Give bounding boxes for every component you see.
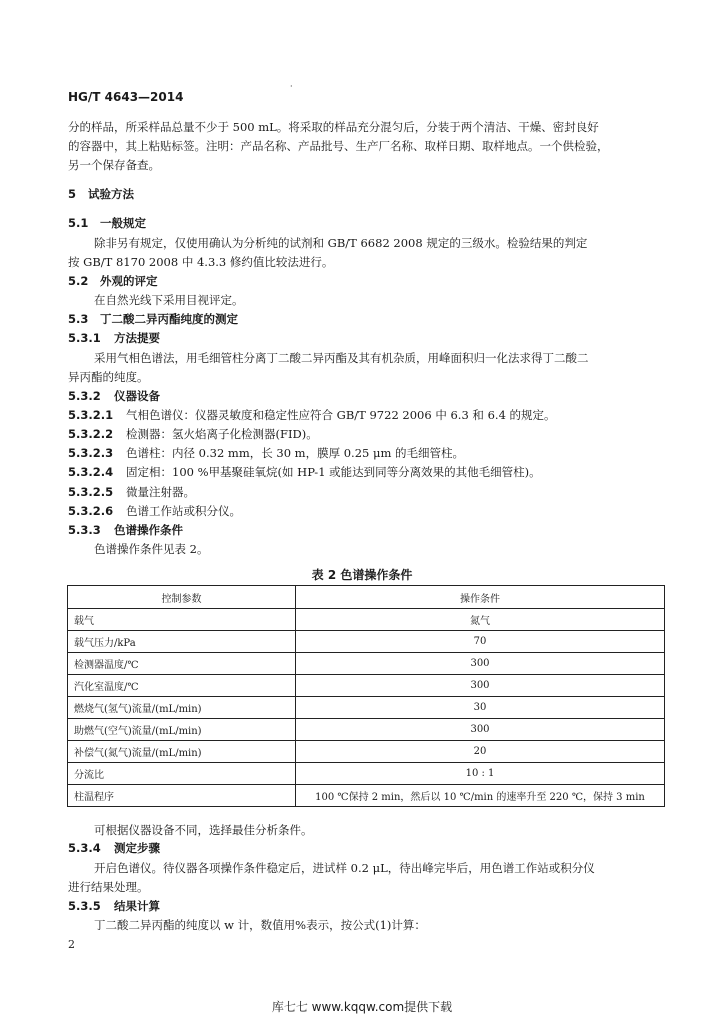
value-cell: 300: [296, 719, 665, 741]
table-row: [68, 675, 665, 697]
table-row: [68, 785, 665, 807]
item-text: 气相色谱仪：仪器灵敏度和稳定性应符合 GB/T 9722 2006 中 6.3 和 6.4 的规定。: [126, 408, 556, 422]
section-5-3-heading: [68, 311, 238, 327]
table-row: [68, 653, 665, 675]
section-5-2-heading: [68, 273, 158, 289]
scan-speck: ·: [290, 82, 293, 91]
value-cell: 70: [296, 631, 665, 653]
section-number: 5.3: [68, 312, 89, 326]
item-text: 固定相：100 %甲基聚硅氧烷(如 HP-1 或能达到同等分离效果的其他毛细管柱)。: [126, 465, 541, 479]
section-number: 5.3.1: [68, 331, 101, 345]
item-number: 5.3.2.6: [68, 504, 114, 518]
param-cell: 柱温程序: [68, 785, 296, 807]
table-row: [68, 697, 665, 719]
after-table-note: 可根据仪器设备不同，选择最佳分析条件。: [94, 823, 313, 837]
item-number: 5.3.2.1: [68, 408, 114, 422]
section-5-3-5-heading: [68, 898, 160, 914]
intro-line-2: 的容器中，其上粘贴标签。注明：产品名称、产品批号、生产厂名称、取样日期、取样地点。一个供检验，: [68, 139, 609, 153]
item-text: 色谱工作站或积分仪。: [126, 504, 241, 518]
item-number: 5.3.2.3: [68, 446, 114, 460]
section-title: 结果计算: [114, 899, 160, 913]
section-title: 外观的评定: [100, 274, 158, 288]
section-5-3-4-line-1: 开启色谱仪。待仪器各项操作条件稳定后，进试样 0.2 μL，待出峰完毕后，用色谱工作站或积分仪: [94, 861, 595, 875]
section-5-3-1-line-1: 采用气相色谱法，用毛细管柱分离丁二酸二异丙酯及其有机杂质，用峰面积归一化法求得丁二酸二: [94, 351, 589, 365]
value-cell: 100 ℃保持 2 min，然后以 10 ℃/min 的速率升至 220 ℃，保持 3 min: [296, 785, 665, 807]
value-cell: 30: [296, 697, 665, 719]
section-title: 丁二酸二异丙酯纯度的测定: [100, 312, 238, 326]
download-footer: 库七七 www.kqqw.com提供下载: [271, 1000, 453, 1014]
table-row: [68, 631, 665, 653]
param-cell: 助燃气(空气)流量/(mL/min): [68, 719, 296, 741]
intro-line-1: 分的样品，所采样品总量不少于 500 mL。将采取的样品充分混匀后，分装于两个清洁、干燥、密封良好: [68, 120, 599, 134]
section-number: 5.1: [68, 216, 89, 230]
item-text: 检测器：氢火焰离子化检测器(FID)。: [126, 427, 318, 441]
value-cell: 10 : 1: [296, 763, 665, 785]
section-number: 5.3.5: [68, 899, 101, 913]
section-5-3-3-text: 色谱操作条件见表 2。: [94, 542, 209, 556]
table-row: [68, 741, 665, 763]
section-5-3-3-heading: [68, 522, 183, 538]
item-text: 微量注射器。: [126, 485, 195, 499]
standard-code: HG/T 4643—2014: [68, 90, 184, 104]
section-title: 测定步骤: [114, 841, 160, 855]
value-cell: 20: [296, 741, 665, 763]
item-number: 5.3.2.5: [68, 485, 114, 499]
table-row: [68, 609, 665, 631]
item-number: 5.3.2.4: [68, 465, 114, 479]
section-number: 5.3.3: [68, 523, 101, 537]
section-title: 一般规定: [100, 216, 146, 230]
param-cell: 补偿气(氮气)流量/(mL/min): [68, 741, 296, 763]
section-5-1-line-1: 除非另有规定，仅使用确认为分析纯的试剂和 GB/T 6682 2008 规定的三级水。检验结果的判定: [94, 236, 588, 250]
page-number: 2: [68, 938, 75, 951]
value-cell: 氮气: [296, 609, 665, 631]
param-cell: 载气压力/kPa: [68, 631, 296, 653]
param-cell: 载气: [68, 609, 296, 631]
section-5-1-heading: [68, 215, 146, 231]
column-header: 控制参数: [68, 586, 296, 609]
instrument-item: [68, 484, 195, 500]
section-title: 方法提要: [114, 331, 160, 345]
section-5-3-4-line-2: 进行结果处理。: [68, 880, 149, 894]
param-cell: 分流比: [68, 763, 296, 785]
section-5-3-5-text: 丁二酸二异丙酯的纯度以 w 计，数值用%表示，按公式(1)计算：: [94, 918, 426, 932]
section-title: 仪器设备: [114, 389, 160, 403]
section-title: 色谱操作条件: [114, 523, 183, 537]
section-5-3-1-heading: [68, 330, 160, 346]
section-number: 5.3.2: [68, 389, 101, 403]
value-cell: 300: [296, 675, 665, 697]
item-number: 5.3.2.2: [68, 427, 114, 441]
table-caption: 表 2 色谱操作条件: [311, 568, 413, 582]
param-cell: 检测器温度/℃: [68, 653, 296, 675]
item-text: 色谱柱：内径 0.32 mm，长 30 m，膜厚 0.25 μm 的毛细管柱。: [126, 446, 465, 460]
table-header-row: [68, 586, 665, 609]
column-header: 操作条件: [296, 586, 665, 609]
table-row: [68, 763, 665, 785]
section-number: 5.2: [68, 274, 89, 288]
instrument-item: [68, 503, 241, 519]
instrument-item: [68, 426, 318, 442]
section-5-3-4-heading: [68, 840, 160, 856]
section-5-3-2-heading: [68, 388, 160, 404]
param-cell: 燃烧气(氢气)流量/(mL/min): [68, 697, 296, 719]
section-title: 试验方法: [88, 187, 134, 201]
section-5-1-line-2: 按 GB/T 8170 2008 中 4.3.3 修约值比较法进行。: [68, 255, 334, 269]
instrument-item: [68, 445, 464, 461]
table-row: [68, 719, 665, 741]
instrument-item: [68, 407, 556, 423]
value-cell: 300: [296, 653, 665, 675]
chromatography-conditions-table: [67, 585, 665, 807]
instrument-item: [68, 464, 541, 480]
param-cell: 汽化室温度/℃: [68, 675, 296, 697]
section-number: 5.3.4: [68, 841, 101, 855]
section-5-2-text: 在自然光线下采用目视评定。: [94, 293, 244, 307]
section-5-3-1-line-2: 异丙酯的纯度。: [68, 370, 149, 384]
section-5-heading: [68, 186, 134, 202]
section-number: 5: [68, 187, 77, 201]
intro-line-3: 另一个保存备查。: [68, 158, 160, 172]
